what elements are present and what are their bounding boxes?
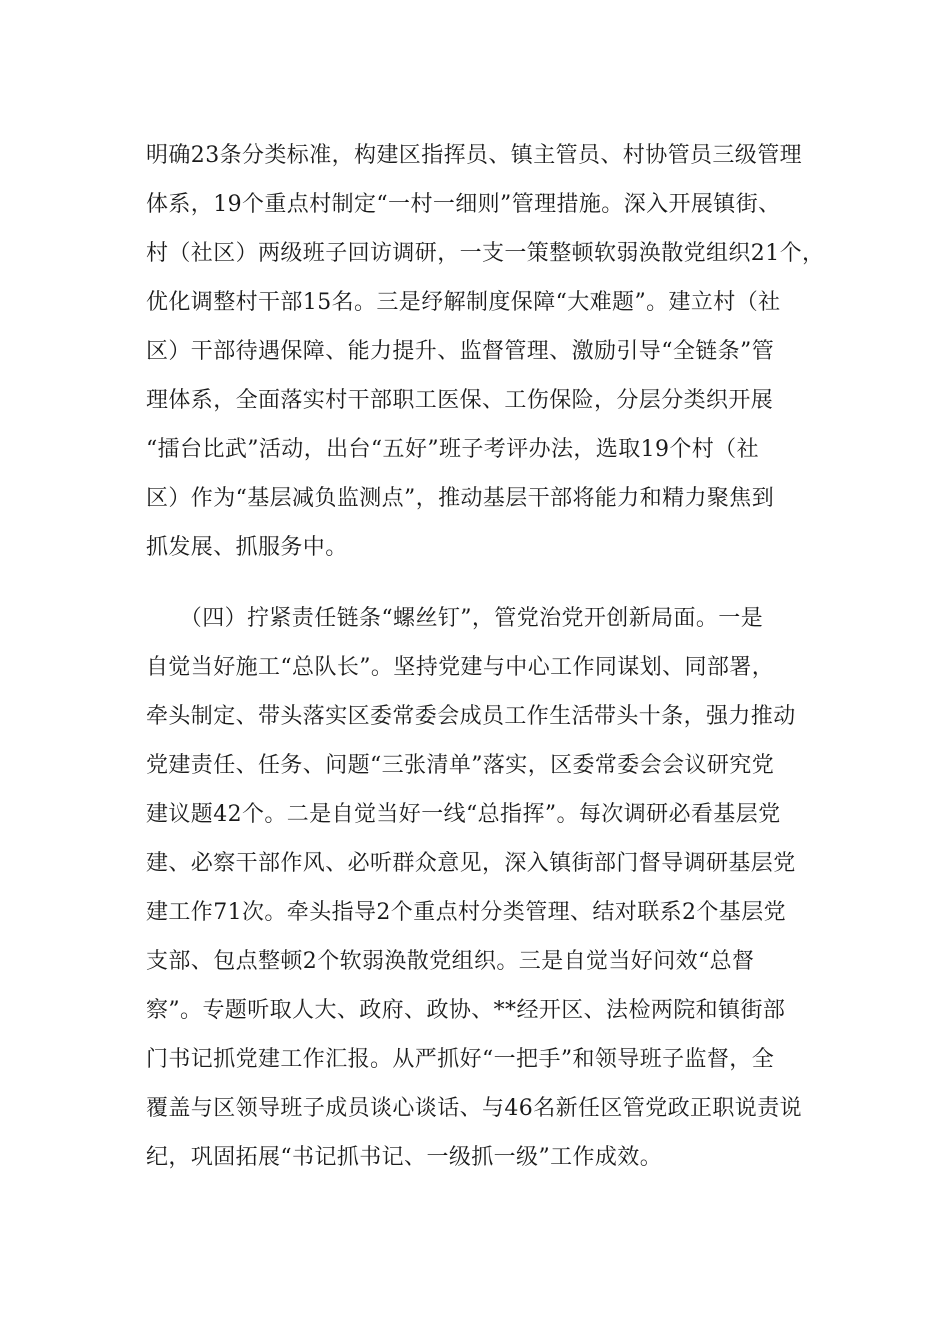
text-line: 建议题42个。二是自觉当好一线“总指挥”。每次调研必看基层党 [146,802,781,827]
text-line: 党建责任、任务、问题“三张清单”落实，区委常委会会议研究党 [146,753,775,778]
text-line: 抓发展、抓服务中。 [146,535,348,560]
text-line: （四）拧紧责任链条“螺丝钉”，管党治党开创新局面。一是 [146,606,764,631]
text-line: 区）干部待遇保障、能力提升、监督管理、激励引导“全链条”管 [146,339,775,364]
text-line: “擂台比武”活动，出台“五好”班子考评办法，选取19个村（社 [146,437,759,462]
text-line: 优化调整村干部15名。三是纾解制度保障“大难题”。建立村（社 [146,290,781,315]
text-line: 支部、包点整顿2个软弱涣散党组织。三是自觉当好问效“总督 [146,949,755,974]
paragraph-2 [146,594,836,1182]
text-line: 明确23条分类标准，构建区指挥员、镇主管员、村协管员三级管理 [146,143,802,168]
paragraph-gap [146,572,836,594]
text-line: 纪，巩固拓展“书记抓书记、一级抓一级”工作成效。 [146,1145,663,1170]
text-line: 建工作71次。牵头指导2个重点村分类管理、结对联系2个基层党 [146,900,786,925]
text-line: 覆盖与区领导班子成员谈心谈话、与46名新任区管党政正职说责说 [146,1096,802,1121]
body-text [146,131,836,1182]
text-line: 区）作为“基层减负监测点”，推动基层干部将能力和精力聚焦到 [146,486,775,511]
paragraph-1 [146,131,836,572]
text-line: 建、必察干部作风、必听群众意见，深入镇街部门督导调研基层党 [146,851,796,876]
text-line: 理体系，全面落实村干部职工医保、工伤保险，分层分类织开展 [146,388,774,413]
text-line: 察”。专题听取人大、政府、政协、**经开区、法检两院和镇街部 [146,998,786,1023]
text-line: 自觉当好施工“总队长”。坚持党建与中心工作同谋划、同部署， [146,655,775,680]
text-line: 村（社区）两级班子回访调研，一支一策整顿软弱涣散党组织21个， [146,241,825,266]
text-line: 牵头制定、带头落实区委常委会成员工作生活带头十条，强力推动 [146,704,796,729]
text-line: 体系，19个重点村制定“一村一细则”管理措施。深入开展镇街、 [146,192,781,217]
text-line: 门书记抓党建工作汇报。从严抓好“一把手”和领导班子监督，全 [146,1047,775,1072]
